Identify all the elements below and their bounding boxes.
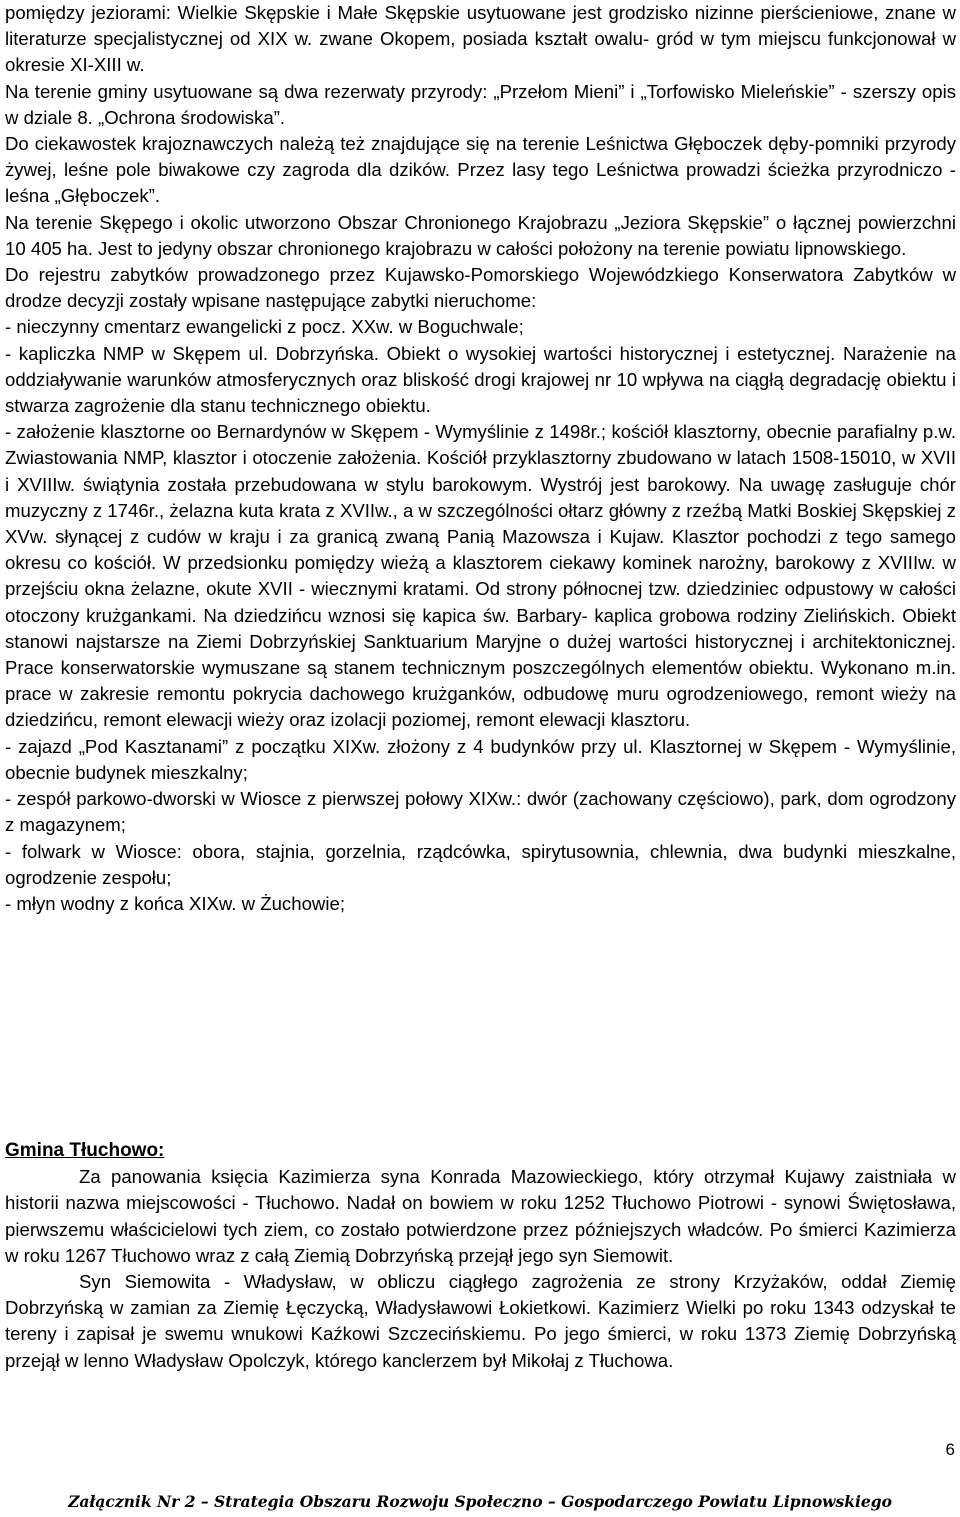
section-heading: Gmina Tłuchowo: bbox=[5, 1140, 165, 1161]
top-section bbox=[5, 0, 956, 917]
list-item-folwark: - folwark w Wiosce: obora, stajnia, gorzelnia, rządcówka, spirytusownia, chlewnia, dwa budynki mieszkalne, ogrodzenie zespołu; bbox=[5, 840, 956, 888]
paragraph-historia-1: Za panowania księcia Kazimierza syna Konrada Mazowieckiego, który otrzymał Kujawy zaistniała w historii nazwa miejscowości - Tłuchowo. Nadał on bowiem w roku 1252 Tłuchowo Piotrowi - synowi Świętosława, pierwszemu właścicielowi tych ziem, co zostało potwierdzone przez późniejszych władców. Po śmierci Kazimierza w roku 1267 Tłuchowo wraz z całą Ziemią Dobrzyńską przejął jego syn Siemowit. bbox=[5, 1166, 956, 1266]
paragraph-ciekawostki: Do ciekawostek krajoznawczych należą też znajdujące się na terenie Leśnictwa Głęboczek dęby-pomniki przyrody żywej, leśne pole biwakowe czy zagroda dla dzików. Przez lasy tego Leśnictwa prowadzi ścieżka przyrodniczo - leśna „Głęboczek”. bbox=[5, 133, 956, 207]
paragraph-rezerwaty: Na terenie gminy usytuowane są dwa rezerwaty przyrody: „Przełom Mieni” i „Torfowisko Mieleńskie” - szerszy opis w dziale 8. „Ochrona środowiska”. bbox=[5, 80, 956, 128]
list-item-kapliczka: - kapliczka NMP w Skępem ul. Dobrzyńska. Obiekt o wysokiej wartości historycznej i estetycznej. Narażenie na oddziaływanie warunków atmosferycznych oraz bliskość drogi krajowej nr 10 wpływa na ciągłą degradację obiektu i stwarza zagrożenie dla stanu technicznego obiektu. bbox=[5, 342, 956, 417]
paragraph-obszar-chroniony: Na terenie Skępego i okolic utworzono Obszar Chronionego Krajobrazu „Jeziora Skępskie” o łącznej powierzchni 10 405 ha. Jest to jedyny obszar chronionego krajobrazu w całości położony na terenie powiatu lipnowskiego. bbox=[5, 211, 956, 259]
paragraph-grodzisko: pomiędzy jeziorami: Wielkie Skępskie i Małe Skępskie usytuowane jest grodzisko nizinne pierścieniowe, znane w literaturze specjalistycznej od XIX w. zwane Okopem, posiada kształt owalu- gród w tym miejscu funkcjonował w okresie XI-XIII w. bbox=[5, 2, 956, 76]
list-item-zajazd: - zajazd „Pod Kasztanami” z początku XIXw. złożony z 4 budynków przy ul. Klasztornej w Skępem - Wymyślinie, obecnie budynek mieszkalny; bbox=[5, 735, 956, 783]
list-item-zespol-dworski: - zespół parkowo-dworski w Wiosce z pierwszej połowy XIXw.: dwór (zachowany częściowo), park, dom ogrodzony z magazynem; bbox=[5, 788, 956, 836]
page-number: 6 bbox=[945, 1440, 955, 1459]
tluchowo-section bbox=[5, 1138, 956, 1374]
list-item-mlyn: - młyn wodny z końca XIXw. w Żuchowie; bbox=[5, 892, 345, 914]
page-footer: Załącznik Nr 2 – Strategia Obszaru Rozwoju Społeczno – Gospodarczego Powiatu Lipnowskiego bbox=[68, 1492, 892, 1511]
list-item-klasztor: - założenie klasztorne oo Bernardynów w Skępem - Wymyślinie z 1498r.; kościół klasztorny, obecnie parafialny p.w. Zwiastowania NMP, klasztor i otoczenie założenia. Kościół przyklasztorny zbudowano w latach 1508-15010, w XVII i XVIIIw. świątynia została przebudowana w stylu barokowym. Wystrój jest barokowy. Na uwagę zasługuje chór muzyczny z 1746r., żelazna kuta krata z XVIIw., a w szczególności ołtarz główny z rzeźbą Matki Boskiej Skępskiej z XVw. słynącej z cudów w kraju i za granicą zwaną Panią Mazowsza i Kujaw. Klasztor pochodzi z tego samego okresu co kościół. W przedsionku pomiędzy wieżą a klasztorem ciekawy kominek narożny, barokowy z XVIIIw. w przejściu okna żelazne, okute XVII - wiecznymi kratami. Od strony północnej tzw. dziedziniec odpustowy w całości otoczony krużgankami. Na dziedzińcu wznosi się kapica św. Barbary- kaplica grobowa rodziny Zielińskich. Obiekt stanowi najstarsze na Ziemi Dobrzyńskiej Sanktuarium Maryjne o dużej wartości historycznej i architektonicznej. Prace konserwatorskie wymuszane są stanem technicznym poszczególnych elementów obiektu. Wykonano m.in. prace w zakresie remontu pokrycia dachowego krużganków, odbudowę muru ogrodzeniowego, remont wieży na dziedzińcu, remont elewacji wieży oraz izolacji poziomej, remont elewacji klasztoru. bbox=[5, 421, 956, 731]
paragraph-rejestr-zabytkow: Do rejestru zabytków prowadzonego przez Kujawsko-Pomorskiego Wojewódzkiego Konserwatora Zabytków w drodze decyzji zostały wpisane następujące zabytki nieruchome: bbox=[5, 264, 956, 312]
paragraph-historia-2: Syn Siemowita - Władysław, w obliczu ciągłego zagrożenia ze strony Krzyżaków, oddał Ziemię Dobrzyńską w zamian za Ziemię Łęczycką, Władysławowi Łokietkowi. Kazimierz Wielki po roku 1343 odzyskał te tereny i zapisał je swemu wnukowi Kaźkowi Szczecińskiemu. Po jego śmierci, w roku 1373 Ziemię Dobrzyńską przejął w lenno Władysław Opolczyk, którego kanclerzem był Mikołaj z Tłuchowa. bbox=[5, 1271, 956, 1371]
list-item-cmentarz: - nieczynny cmentarz ewangelicki z pocz. XXw. w Boguchwale; bbox=[5, 316, 524, 338]
document-page bbox=[5, 0, 956, 1371]
